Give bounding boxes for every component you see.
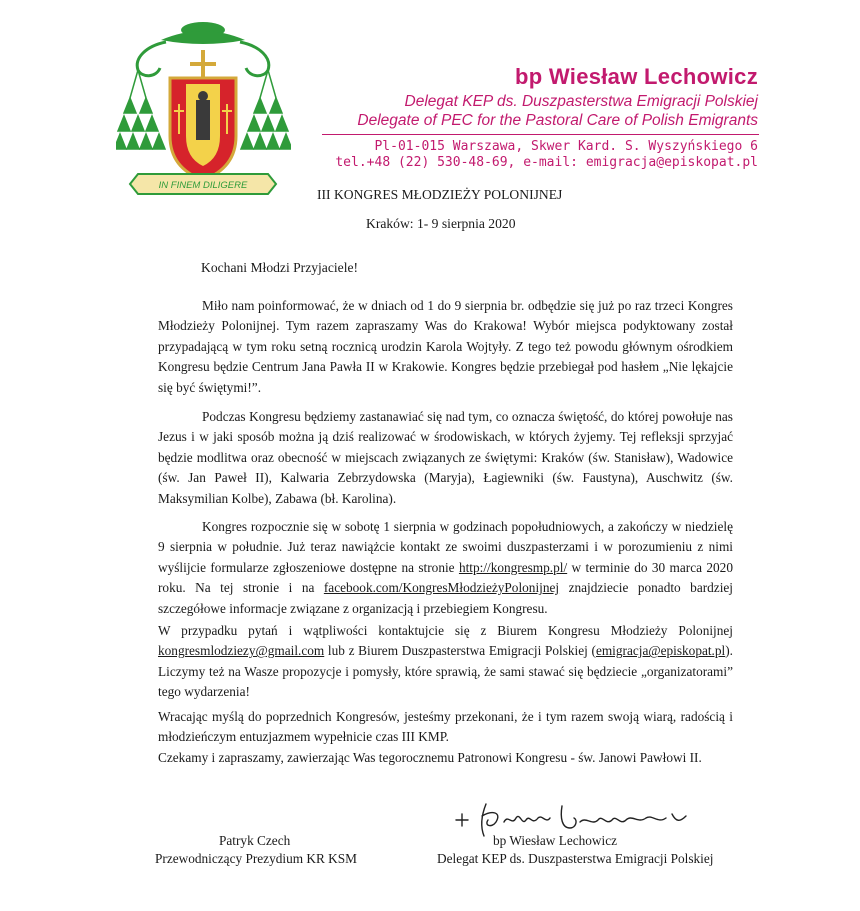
signatory-right-name: bp Wiesław Lechowicz <box>493 833 618 848</box>
signatory-right-role: Delegat KEP ds. Duszpasterstwa Emigracji Polskiej <box>437 851 714 866</box>
letterhead-name: bp Wiesław Lechowicz <box>515 64 758 89</box>
emigracja-email-link[interactable]: emigracja@episkopat.pl <box>595 643 726 659</box>
letterhead-contact: tel.+48 (22) 530-48-69, e-mail: emigracja@episkopat.pl <box>335 155 758 170</box>
paragraph-4-text-b: lub z Biurem Duszpasterstwa Emigracji Polskiej ( <box>324 643 596 659</box>
paragraph-6: Czekamy i zapraszamy, zawierzając Was tegorocznemu Patronowi Kongresu - św. Janowi Pawłowi II. <box>158 750 702 765</box>
paragraph-3-text-b: w terminie do 30 marca 2020 roku. Na tej stronie i na <box>158 559 733 596</box>
letterhead-divider <box>322 134 759 135</box>
paragraph-4 <box>158 621 733 703</box>
paragraph-3-text-a: Kongres rozpocznie się w sobotę 1 sierpnia w godzinach popołudniowych, a zakończy w niedzielę 9 sierpnia w południe. Już teraz nawiążcie kontakt ze swoimi duszpasterzami i w porozumieniu z nimi wyślijcie formularze zgłoszeniowe dostępne na stronie <box>158 519 733 575</box>
paragraph-3-text-c: znajdziecie ponadto bardziej szczegółowe informacje związane z organizacją i przebiegiem Kongresu. <box>158 580 734 616</box>
paragraph-4-text-c: ). Liczymy też na Wasze propozycje i pomysły, które sprawią, że sami stawać się będziecie „organizatorami” tego wydarzenia! <box>158 643 733 700</box>
paragraph-1: Miło nam poinformować, że w dniach od 1 do 9 sierpnia br. odbędzie się już po raz trzeci Kongres Młodzieży Polonijnej. Tym razem zapraszamy Was do Krakowa! Wybór miejsca podyktowany został przypadającą w tym roku setną rocznicą urodzin Karola Wojtyły. Z tego też powodu głównym ośrodkiem Kongresu będzie Centrum Jana Pawła II w Krakowie. Kongres będzie przebiegał pod hasłem „Nie lękajcie się być świętymi!”. <box>158 298 733 395</box>
signatory-left-role: Przewodniczący Prezydium KR KSM <box>155 851 357 866</box>
signatory-left-name: Patryk Czech <box>219 833 291 848</box>
motto-banner <box>130 174 276 194</box>
document-title: III KONGRES MŁODZIEŻY POLONIJNEJ <box>317 187 563 202</box>
paragraph-2: Podczas Kongresu będziemy zastanawiać się nad tym, co oznacza świętość, do której powołuje nas Jezus i w jaki sposób można ją dziś realizować w środowiskach, w których żyjemy. Tej refleksji sprzyjać będzie modlitwa oraz obecność w miejscach związanych ze świętymi: Kraków (św. Stanisław), Wadowice (św. Jan Paweł II), Kalwaria Zebrzydowska (Maryja), Łagiewniki (św. Faustyna), Auschwitz (św. Maksymilian Kolbe), Zabawa (bł. Karolina). <box>158 409 733 506</box>
shield-icon <box>170 78 236 180</box>
paragraph-4-text-a: W przypadku pytań i wątpliwości kontaktujcie się z Biurem Kongresu Młodzieży Polonijnej <box>158 623 733 638</box>
kongres-email-link[interactable]: kongresmlodziezy@gmail.com <box>158 643 325 659</box>
paragraph-3 <box>158 517 733 619</box>
letterhead-address: Pl-01-015 Warszawa, Skwer Kard. S. Wyszyńskiego 6 <box>374 139 758 154</box>
paragraph-5: Wracając myślą do poprzednich Kongresów, jesteśmy przekonani, że i tym razem swoją wiarą, radością i młodzieńczym entuzjazmem wypełnicie czas III KMP. <box>158 709 733 745</box>
letterhead-title-pl: Delegat KEP ds. Duszpasterstwa Emigracji Polskiej <box>404 93 758 110</box>
document-date-line: Kraków: 1- 9 sierpnia 2020 <box>366 216 516 231</box>
letterhead-title-en: Delegate of PEC for the Pastoral Care of Polish Emigrants <box>357 112 758 129</box>
coat-of-arms-logo <box>116 18 291 196</box>
greeting: Kochani Młodzi Przyjaciele! <box>201 260 359 275</box>
facebook-page-link[interactable]: facebook.com/KongresMłodzieżyPolonijnej <box>323 580 560 596</box>
kongres-website-link[interactable]: http://kongresmp.pl/ <box>458 559 568 575</box>
svg-text:IN FINEM DILIGERE: IN FINEM DILIGERE <box>158 180 248 191</box>
